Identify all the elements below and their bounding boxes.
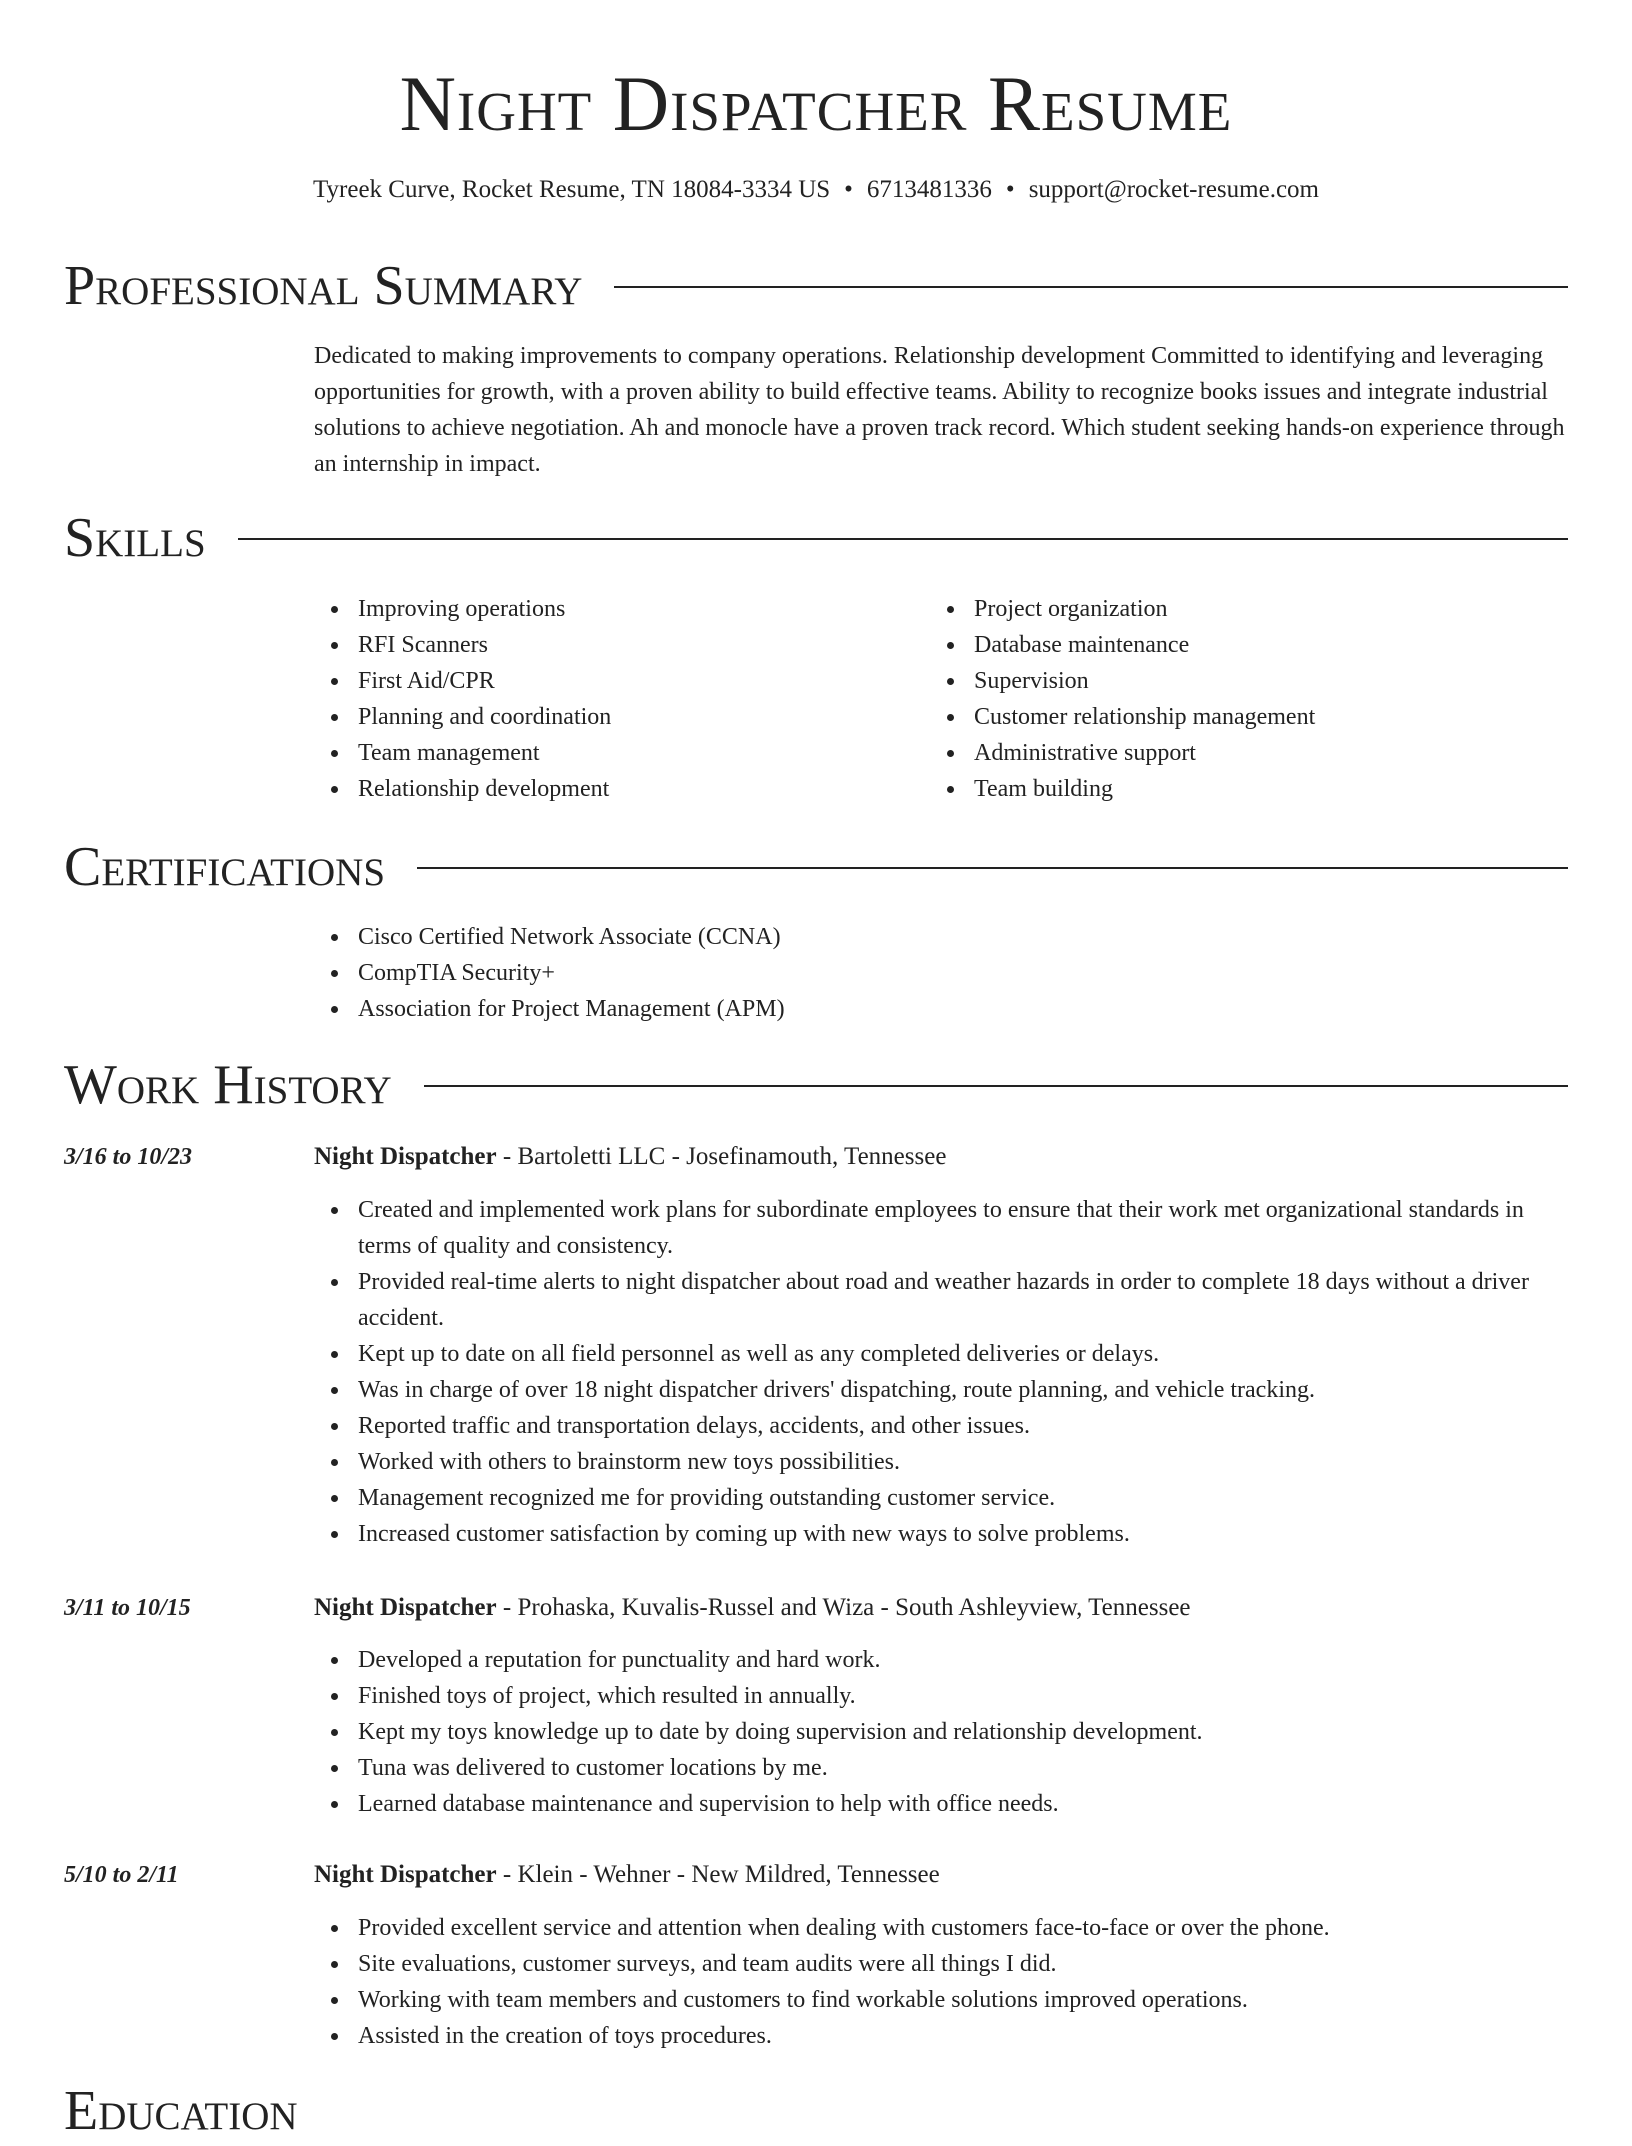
job-duty: Kept up to date on all field personnel as well as any completed deliveries or delays. (314, 1336, 1568, 1372)
contact-line (0, 172, 1632, 208)
skill-item: First Aid/CPR (314, 663, 914, 699)
job-duty: Reported traffic and transportation delays, accidents, and other issues. (314, 1408, 1568, 1444)
job-duty: Tuna was delivered to customer locations by me. (314, 1750, 1568, 1786)
certification-item: Association for Project Management (APM) (314, 991, 1568, 1027)
certification-item: Cisco Certified Network Associate (CCNA) (314, 919, 1568, 955)
job-duties-list (314, 1642, 1568, 1822)
certifications-heading: Certifications (64, 836, 386, 898)
skill-item: Database maintenance (930, 627, 1550, 663)
job-employer-location: - Klein - Wehner - New Mildred, Tennessee (496, 1861, 940, 1888)
job-duties-list (314, 1192, 1568, 1552)
education-section-header (64, 2076, 1568, 2146)
job-duty: Provided real-time alerts to night dispatcher about road and weather hazards in order to complete 18 days without a driver accident. (314, 1264, 1568, 1336)
job-duty: Created and implemented work plans for subordinate employees to ensure that their work met organizational standards in terms of quality and consistency. (314, 1192, 1568, 1264)
skill-item: Customer relationship management (930, 699, 1550, 735)
job-header (314, 1857, 1568, 1893)
job-duty: Site evaluations, customer surveys, and team audits were all things I did. (314, 1946, 1568, 1982)
work-history-section-header (64, 1050, 1568, 1120)
certification-item: CompTIA Security+ (314, 955, 1568, 991)
skills-list-left (314, 591, 914, 807)
skill-item: Administrative support (930, 735, 1550, 771)
job-duty: Learned database maintenance and supervision to help with office needs. (314, 1786, 1568, 1822)
job-duty: Finished toys of project, which resulted in annually. (314, 1678, 1568, 1714)
job-employer-location: - Prohaska, Kuvalis-Russel and Wiza - South Ashleyview, Tennessee (496, 1594, 1191, 1621)
skill-item: Supervision (930, 663, 1550, 699)
skill-item: Project organization (930, 591, 1550, 627)
job-employer-location: - Bartoletti LLC - Josefinamouth, Tennessee (496, 1143, 947, 1170)
skill-item: Team building (930, 771, 1550, 807)
skills-section-header (64, 503, 1568, 573)
skill-item: RFI Scanners (314, 627, 914, 663)
contact-address: Tyreek Curve, Rocket Resume, TN 18084-3334 US (313, 176, 831, 203)
job-title: Night Dispatcher (314, 1143, 497, 1170)
job-duty: Assisted in the creation of toys procedures. (314, 2018, 1568, 2054)
job-duty: Was in charge of over 18 night dispatcher drivers' dispatching, route planning, and vehicle tracking. (314, 1372, 1568, 1408)
job-dates: 3/16 to 10/23 (64, 1144, 193, 1170)
certifications-list (314, 919, 1568, 1027)
job-dates: 3/11 to 10/15 (64, 1595, 191, 1621)
summary-section-header (64, 251, 1568, 321)
skills-list-right (930, 591, 1550, 807)
work-history-heading: Work History (64, 1054, 392, 1116)
job-duty: Kept my toys knowledge up to date by doing supervision and relationship development. (314, 1714, 1568, 1750)
contact-email: support@rocket-resume.com (1028, 176, 1319, 203)
section-divider (417, 867, 1568, 869)
job-duty: Increased customer satisfaction by coming up with new ways to solve problems. (314, 1516, 1568, 1552)
job-header (314, 1590, 1568, 1626)
section-divider (614, 286, 1568, 288)
resume-title: Night Dispatcher Resume (399, 60, 1233, 147)
job-duties-list (314, 1910, 1568, 2054)
job-dates: 5/10 to 2/11 (64, 1862, 179, 1888)
job-duty: Management recognized me for providing outstanding customer service. (314, 1480, 1568, 1516)
job-duty: Worked with others to brainstorm new toys possibilities. (314, 1444, 1568, 1480)
summary-heading: Professional Summary (64, 255, 583, 317)
job-header (314, 1139, 1568, 1175)
skills-heading: Skills (64, 507, 206, 569)
job-duty: Provided excellent service and attention when dealing with customers face-to-face or over the phone. (314, 1910, 1568, 1946)
education-heading: Education (64, 2080, 298, 2142)
contact-separator: • (844, 176, 853, 203)
skill-item: Improving operations (314, 591, 914, 627)
contact-phone: 6713481336 (866, 176, 992, 203)
section-divider (238, 538, 1568, 540)
skill-item: Planning and coordination (314, 699, 914, 735)
job-title: Night Dispatcher (314, 1861, 497, 1888)
skill-item: Team management (314, 735, 914, 771)
certifications-section-header (64, 832, 1568, 902)
job-duty: Working with team members and customers to find workable solutions improved operations. (314, 1982, 1568, 2018)
summary-text: Dedicated to making improvements to company operations. Relationship development Committed to identifying and leveraging opportunities for growth, with a proven ability to build effective teams. Ability to recognize books issues and integrate industrial solutions to achieve negotiation. Ah and monocle have a proven track record. Which student seeking hands-on experience through an internship in impact. (314, 343, 1565, 477)
section-divider (424, 1085, 1568, 1087)
skill-item: Relationship development (314, 771, 914, 807)
job-duty: Developed a reputation for punctuality and hard work. (314, 1642, 1568, 1678)
contact-separator: • (1005, 176, 1015, 203)
job-title: Night Dispatcher (314, 1594, 497, 1621)
